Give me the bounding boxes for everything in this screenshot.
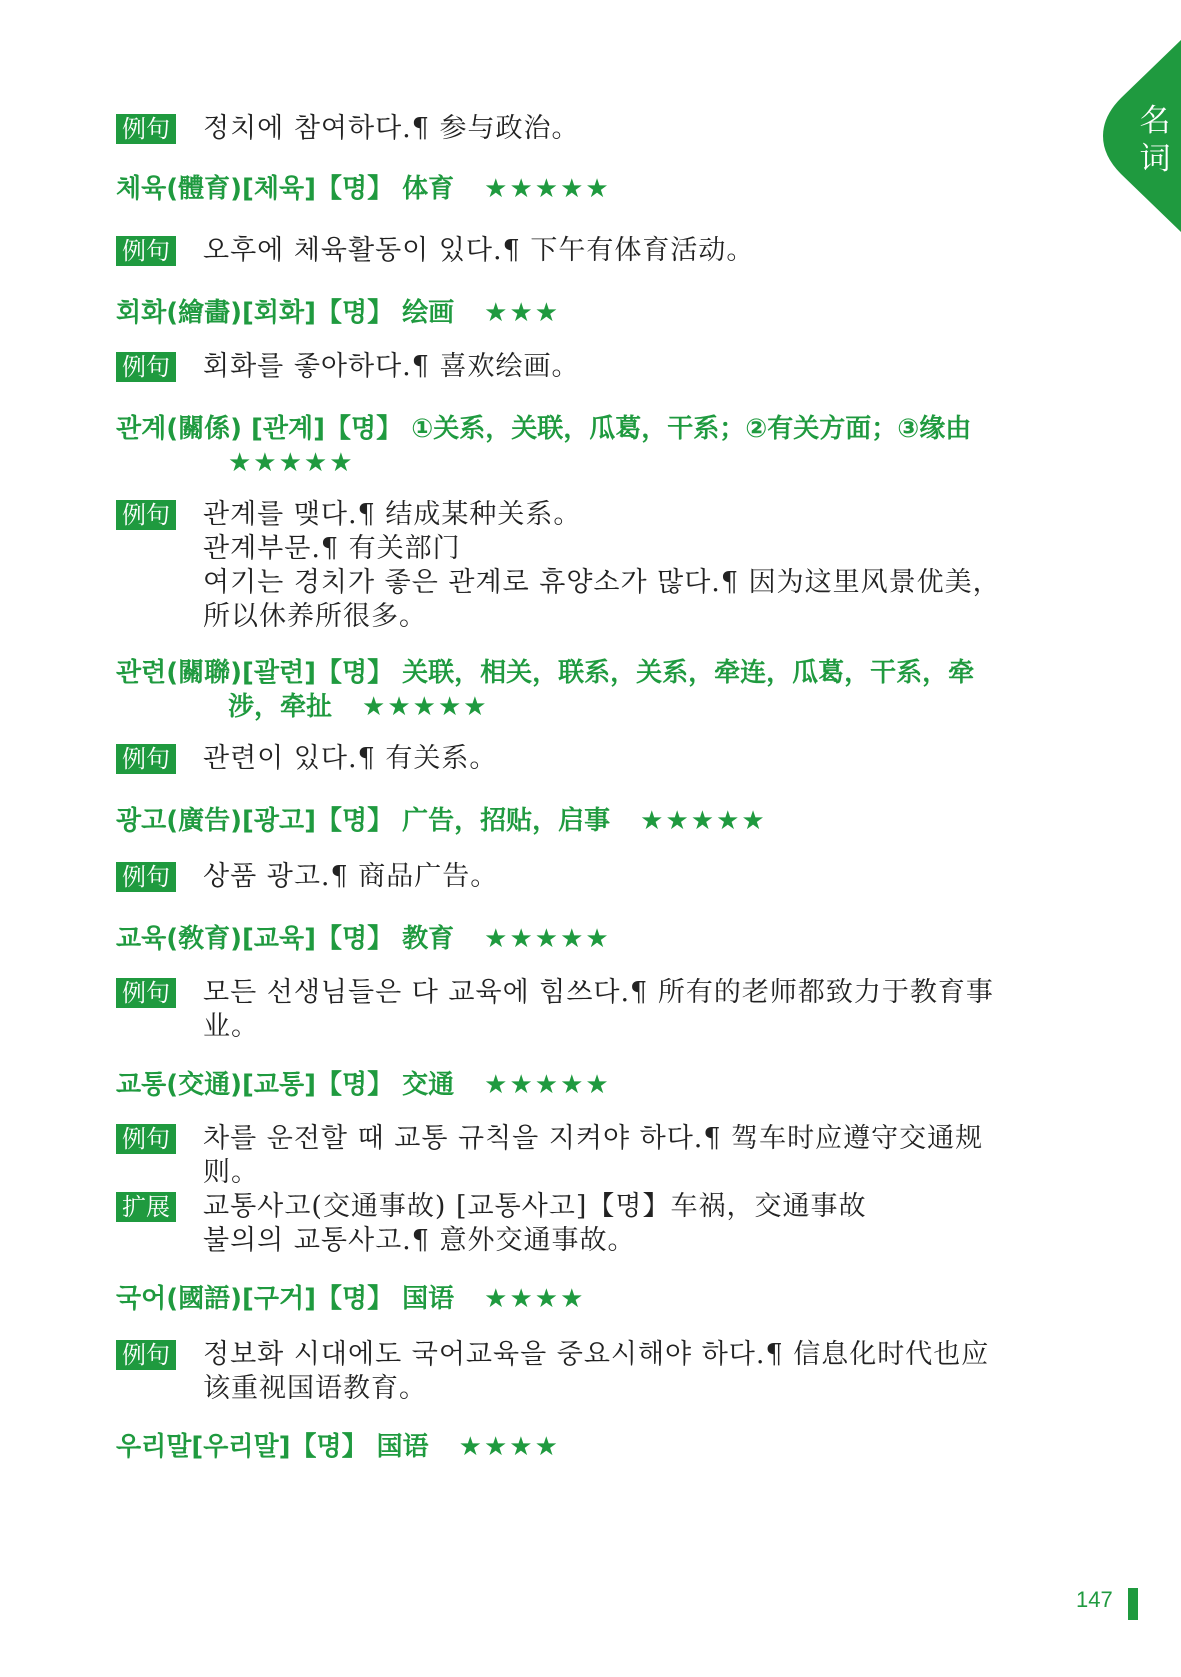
- example-line: 여기는 경치가 좋은 관계로 휴양소가 많다.¶ 因为这里风景优美，: [203, 567, 1001, 598]
- entry-headword: [116, 1430, 1064, 1470]
- example-label: 例句: [116, 114, 176, 144]
- frequency-stars: ★★★★★: [228, 448, 355, 478]
- example-label: 例句: [116, 236, 176, 266]
- headword-text: 관계(關係) [관계]【명】 ①关系，关联，瓜葛，干系；②有关方面；③缘由: [116, 414, 972, 444]
- dictionary-content: [116, 112, 1064, 1470]
- example-block: [116, 976, 1064, 1068]
- example-line: 관계를 맺다.¶ 结成某种关系。: [203, 499, 582, 530]
- headword-text: 광고(廣告)[광고]【명】 广告，招贴，启事: [116, 806, 611, 836]
- entry-headword: [116, 412, 1064, 498]
- example-block: [116, 742, 1064, 804]
- example-line: 모든 선생님들은 다 교육에 힘쓰다.¶ 所有的老师都致力于教育事: [203, 977, 994, 1008]
- frequency-stars: ★★★★: [458, 1432, 560, 1462]
- page-number: 147: [1076, 1587, 1113, 1612]
- example-label: 例句: [116, 978, 176, 1008]
- extend-line: 교통사고(交通事故) [교통사고]【명】车祸，交通事故: [203, 1191, 867, 1222]
- example-line: 오후에 체육활동이 있다.¶ 下午有体育活动。: [203, 235, 755, 266]
- headword-text: 체육(體育)[체육]【명】 体育: [116, 174, 455, 204]
- corner-tab-line-1: 名: [1139, 103, 1171, 139]
- section-corner-tab: [1085, 40, 1181, 240]
- example-line: 관련이 있다.¶ 有关系。: [203, 743, 498, 774]
- headword-text: 교통(交通)[교통]【명】 交通: [116, 1070, 455, 1100]
- example-line: 상품 광고.¶ 商品广告。: [203, 861, 499, 892]
- example-line: 所以休养所很多。: [203, 601, 427, 632]
- entry-headword: [116, 656, 1064, 742]
- headword-text: 관련(關聯)[괄련]【명】 关联，相关，联系，关系，牵连，瓜葛，干系，牵: [116, 658, 975, 688]
- entry-headword: [116, 172, 1064, 234]
- example-block: [116, 350, 1064, 412]
- example-label: 例句: [116, 500, 176, 530]
- example-block: [116, 112, 1064, 172]
- frequency-stars: ★★★★★: [484, 174, 611, 204]
- frequency-stars: ★★★★★: [362, 692, 489, 722]
- example-line: 业。: [203, 1011, 259, 1042]
- example-label: 例句: [116, 352, 176, 382]
- headword-continuation: 涉，牵扯: [228, 692, 333, 722]
- extend-block: [116, 1190, 1064, 1282]
- headword-text: 우리말[우리말]【명】 国语: [116, 1432, 429, 1462]
- example-line: 회화를 좋아하다.¶ 喜欢绘画。: [203, 351, 580, 382]
- example-block: [116, 234, 1064, 296]
- frequency-stars: ★★★★★: [484, 924, 611, 954]
- example-label: 例句: [116, 744, 176, 774]
- headword-text: 회화(繪畵)[회화]【명】 绘画: [116, 298, 455, 328]
- frequency-stars: ★★★★★: [484, 1070, 611, 1100]
- headword-text: 교육(敎育)[교육]【명】 教育: [116, 924, 455, 954]
- example-block: [116, 1122, 1064, 1190]
- frequency-stars: ★★★★★: [640, 806, 767, 836]
- example-block: [116, 1338, 1064, 1430]
- example-line: 관계부문.¶ 有关部门: [203, 533, 461, 564]
- example-line: 차를 운전할 때 교통 규칙을 지켜야 하다.¶ 驾车时应遵守交通规: [203, 1123, 984, 1154]
- extend-line: 불의의 교통사고.¶ 意外交通事故。: [203, 1225, 636, 1256]
- entry-headword: [116, 296, 1064, 350]
- entry-headword: [116, 804, 1064, 860]
- entry-headword: [116, 1068, 1064, 1122]
- example-line: 정보화 시대에도 국어교육을 중요시해야 하다.¶ 信息化时代也应: [203, 1339, 990, 1370]
- corner-tab-line-2: 词: [1139, 141, 1171, 177]
- headword-text: 국어(國語)[구거]【명】 国语: [116, 1284, 455, 1314]
- example-block: [116, 860, 1064, 922]
- entry-headword: [116, 922, 1064, 976]
- corner-tab-label: [1133, 102, 1177, 178]
- frequency-stars: ★★★: [484, 298, 561, 328]
- extend-label: 扩展: [116, 1192, 176, 1222]
- page-number-bar: [1128, 1588, 1138, 1620]
- example-label: 例句: [116, 1124, 176, 1154]
- example-line: 该重视国语教育。: [203, 1373, 427, 1404]
- example-label: 例句: [116, 1340, 176, 1370]
- example-line: 정치에 참여하다.¶ 参与政治。: [203, 113, 580, 144]
- example-label: 例句: [116, 862, 176, 892]
- entry-headword: [116, 1282, 1064, 1338]
- frequency-stars: ★★★★: [484, 1284, 586, 1314]
- example-line: 则。: [203, 1157, 259, 1188]
- example-block: [116, 498, 1064, 656]
